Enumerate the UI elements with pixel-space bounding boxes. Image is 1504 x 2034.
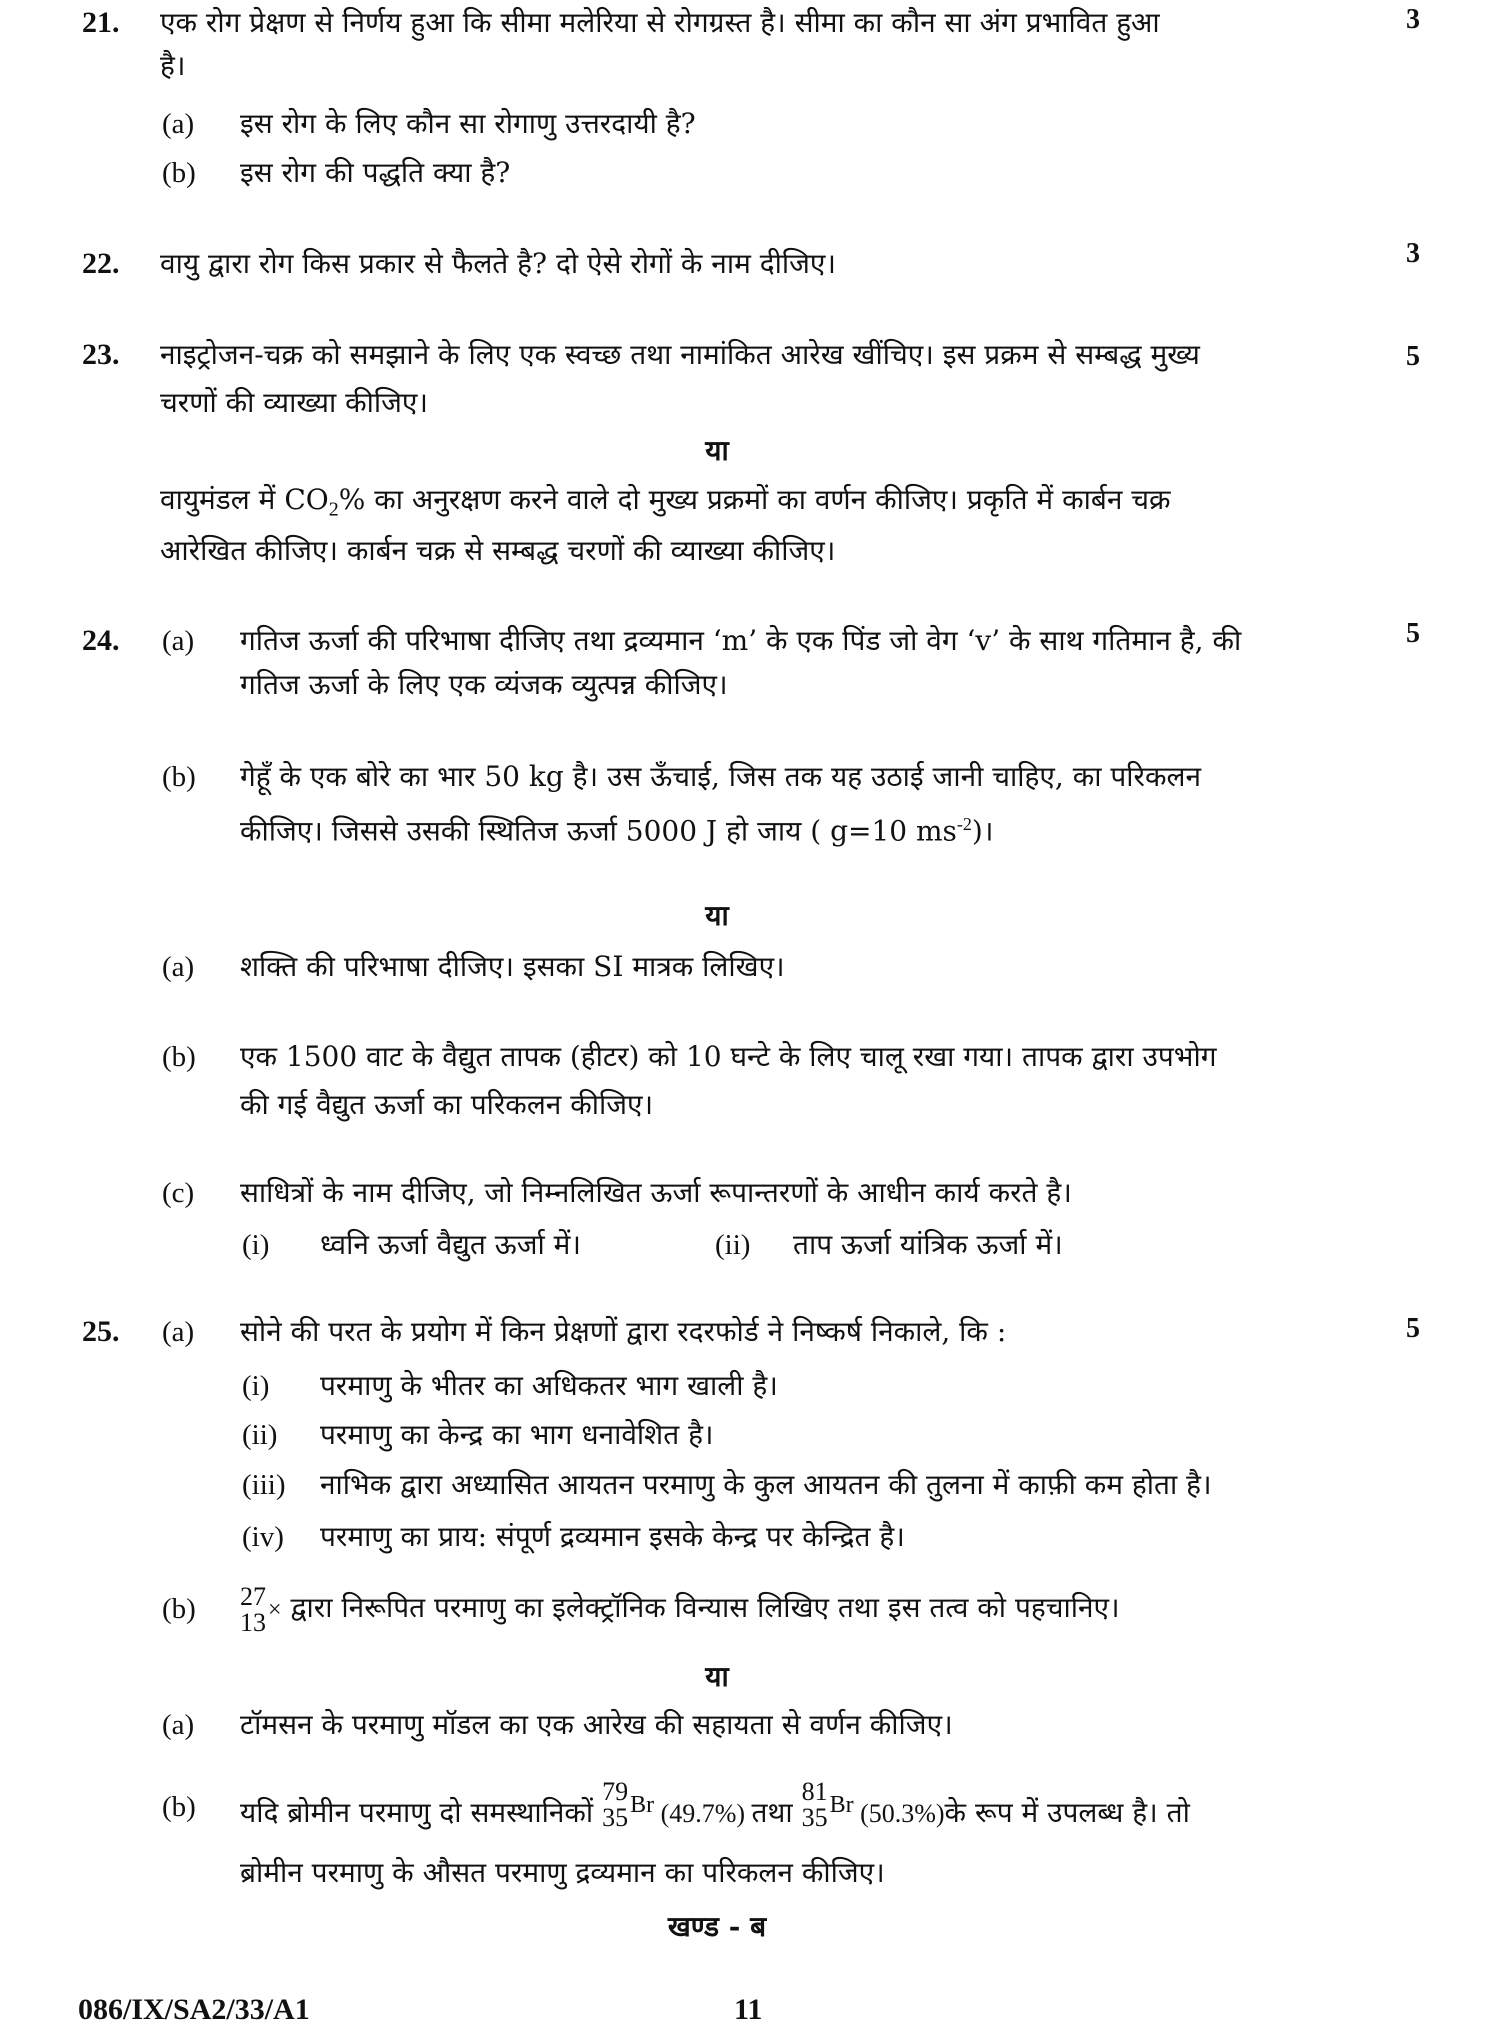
element-symbol: Br xyxy=(829,1792,854,1818)
marks-badge: 3 xyxy=(1406,4,1420,35)
part-text: इस रोग की पद्धति क्या है? xyxy=(240,156,511,189)
mass-number: 81 xyxy=(801,1777,828,1806)
part-label: (a) xyxy=(162,1709,195,1741)
subpart-text: परमाणु का प्राय: संपूर्ण द्रव्यमान इसके केन्द्र पर केन्द्रित है। xyxy=(320,1520,905,1553)
alternative-question-line xyxy=(160,482,1171,528)
subpart-text: ध्वनि ऊर्जा वैद्युत ऊर्जा में। xyxy=(320,1228,582,1261)
marks-badge: 5 xyxy=(1406,618,1420,649)
subpart-text: परमाणु के भीतर का अधिकतर भाग खाली है। xyxy=(320,1369,778,1402)
question-stem-line: है। xyxy=(160,49,186,82)
text-fragment: तथा xyxy=(751,1796,793,1829)
part-label: (b) xyxy=(162,761,196,793)
question-number: 24. xyxy=(82,624,120,657)
part-label: (c) xyxy=(162,1177,195,1209)
or-separator: या xyxy=(705,1660,729,1693)
question-stem-line: चरणों की व्याख्या कीजिए। xyxy=(160,386,429,419)
question-number: 21. xyxy=(82,6,120,39)
subpart-label: (ii) xyxy=(242,1419,278,1451)
text-fragment: यदि ब्रोमीन परमाणु दो समस्थानिकों xyxy=(240,1796,594,1829)
element-symbol: × xyxy=(268,1597,282,1623)
part-label: (a) xyxy=(162,108,195,140)
part-text: ब्रोमीन परमाणु के औसत परमाणु द्रव्यमान का परिकलन कीजिए। xyxy=(240,1856,885,1889)
part-text: साधित्रों के नाम दीजिए, जो निम्नलिखित ऊर्जा रूपान्तरणों के आधीन कार्य करते है। xyxy=(240,1176,1072,1209)
part-label: (b) xyxy=(162,1041,196,1073)
subscript: 2 xyxy=(328,498,339,521)
subpart-label: (iv) xyxy=(242,1521,284,1553)
abundance: (49.7%) xyxy=(654,1799,752,1828)
superscript: -2 xyxy=(956,814,972,834)
isotope-notation xyxy=(240,1581,266,1637)
or-separator: या xyxy=(705,899,729,932)
part-text xyxy=(240,1578,1120,1640)
mass-number: 79 xyxy=(602,1777,629,1806)
atomic-number: 35 xyxy=(602,1803,629,1832)
or-separator: या xyxy=(705,434,729,467)
part-label: (b) xyxy=(162,1791,196,1823)
section-heading: खण्ड - ब xyxy=(667,1910,767,1943)
question-number: 23. xyxy=(82,338,120,371)
text-fragment: कीजिए। जिससे उसकी स्थितिज ऊर्जा 5000 J हो जाय ( g=10 ms xyxy=(240,814,957,848)
page-number: 11 xyxy=(734,1993,763,2026)
text-fragment: द्वारा निरूपित परमाणु का इलेक्ट्रॉनिक विन्यास लिखिए तथा इस तत्व को पहचानिए। xyxy=(281,1591,1120,1624)
part-text: टॉमसन के परमाणु मॉडल का एक आरेख की सहायता से वर्णन कीजिए। xyxy=(240,1708,953,1741)
part-text xyxy=(240,806,993,849)
abundance: (50.3%) xyxy=(853,1799,945,1828)
text-fragment: % का अनुरक्षण करने वाले दो मुख्य प्रक्रमों का वर्णन कीजिए। प्रकृति में कार्बन चक्र xyxy=(338,483,1171,516)
atomic-number: 13 xyxy=(240,1607,266,1637)
mass-number: 27 xyxy=(240,1581,266,1611)
marks-badge: 3 xyxy=(1406,238,1420,269)
part-text: गतिज ऊर्जा की परिभाषा दीजिए तथा द्रव्यमान ‘m’ के एक पिंड जो वेग ‘v’ के साथ गतिमान है, की xyxy=(240,624,1242,657)
text-fragment: वायुमंडल में CO xyxy=(160,483,329,516)
part-text xyxy=(240,1770,1190,1849)
text-fragment: )। xyxy=(971,814,994,848)
part-text: एक 1500 वाट के वैद्युत तापक (हीटर) को 10 घन्टे के लिए चालू रखा गया। तापक द्वारा उपभोग xyxy=(240,1040,1217,1073)
part-text: सोने की परत के प्रयोग में किन प्रेक्षणों द्वारा रदरफोर्ड ने निष्कर्ष निकाले, कि : xyxy=(240,1315,1007,1348)
question-stem-line: एक रोग प्रेक्षण से निर्णय हुआ कि सीमा मलेरिया से रोगग्रस्त है। सीमा का कौन सा अंग प्रभावित हुआ xyxy=(160,6,1160,39)
part-text: गेहूँ के एक बोरे का भार 50 kg है। उस ऊँचाई, जिस तक यह उठाई जानी चाहिए, का परिकलन xyxy=(240,760,1201,793)
question-number: 22. xyxy=(82,247,120,280)
subpart-label: (iii) xyxy=(242,1469,286,1501)
subpart-text: परमाणु का केन्द्र का भाग धनावेशित है। xyxy=(320,1418,714,1451)
question-stem-line: वायु द्वारा रोग किस प्रकार से फैलते है? दो ऐसे रोगों के नाम दीजिए। xyxy=(160,247,836,280)
question-number: 25. xyxy=(82,1315,120,1348)
subpart-label: (i) xyxy=(242,1370,270,1402)
subpart-text: ताप ऊर्जा यांत्रिक ऊर्जा में। xyxy=(793,1228,1063,1261)
part-text: शक्ति की परिभाषा दीजिए। इसका SI मात्रक लिखिए। xyxy=(240,950,785,983)
question-stem-line: नाइट्रोजन-चक्र को समझाने के लिए एक स्वच्छ तथा नामांकित आरेख खींचिए। इस प्रक्रम से सम्बद्ध मुख्य xyxy=(160,338,1200,371)
part-text: गतिज ऊर्जा के लिए एक व्यंजक व्युत्पन्न कीजिए। xyxy=(240,668,728,701)
element-symbol: Br xyxy=(630,1792,655,1818)
part-label: (a) xyxy=(162,625,195,657)
atomic-number: 35 xyxy=(801,1803,828,1832)
subpart-label: (ii) xyxy=(715,1229,751,1261)
subpart-label: (i) xyxy=(242,1229,270,1261)
part-label: (b) xyxy=(162,1593,196,1625)
part-text: इस रोग के लिए कौन सा रोगाणु उत्तरदायी है? xyxy=(240,107,696,140)
isotope-notation-br79 xyxy=(602,1779,628,1831)
isotope-notation-br81 xyxy=(802,1779,828,1831)
part-text: की गई वैद्युत ऊर्जा का परिकलन कीजिए। xyxy=(240,1088,654,1121)
marks-badge: 5 xyxy=(1406,1313,1420,1344)
part-label: (b) xyxy=(162,157,196,189)
paper-code: 086/IX/SA2/33/A1 xyxy=(78,1993,310,2026)
part-label: (a) xyxy=(162,1316,195,1348)
text-fragment: के रूप में उपलब्ध है। तो xyxy=(944,1796,1190,1829)
part-label: (a) xyxy=(162,951,195,983)
marks-badge: 5 xyxy=(1406,341,1420,372)
subpart-text: नाभिक द्वारा अध्यासित आयतन परमाणु के कुल आयतन की तुलना में काफ़ी कम होता है। xyxy=(320,1468,1212,1501)
alternative-question-line: आरेखित कीजिए। कार्बन चक्र से सम्बद्ध चरणों की व्याख्या कीजिए। xyxy=(160,534,836,567)
